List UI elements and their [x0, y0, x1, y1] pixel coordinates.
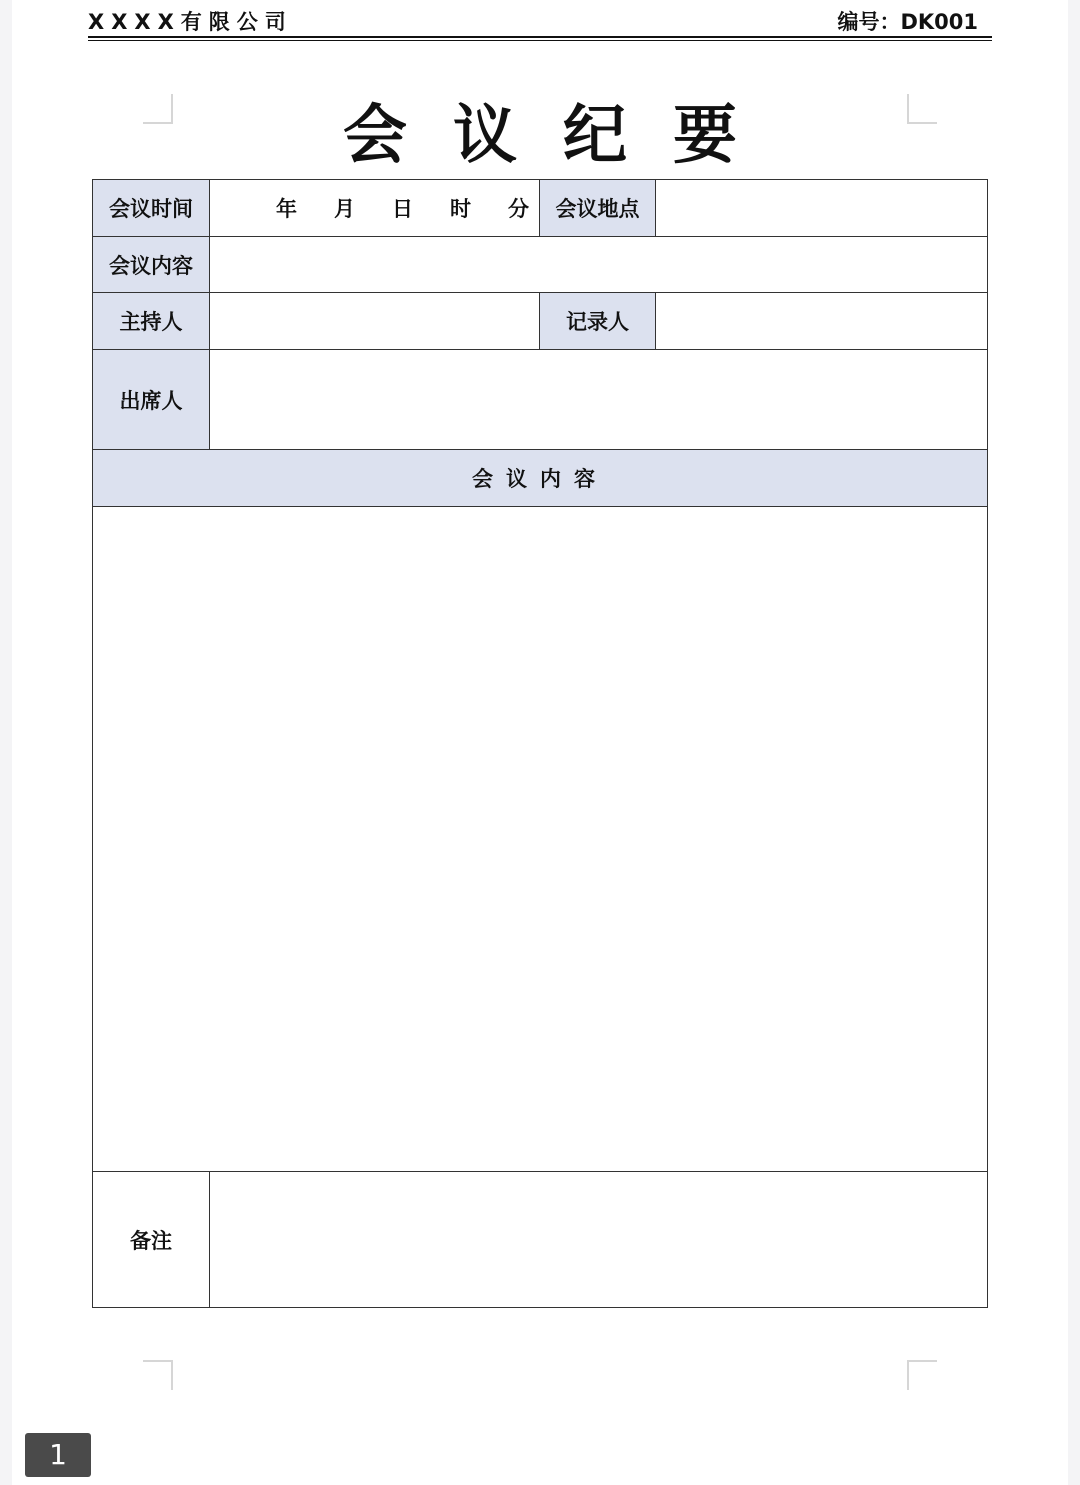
header-divider	[88, 36, 992, 41]
unit-year: 年	[276, 197, 297, 221]
date-units	[210, 193, 539, 223]
unit-day: 日	[392, 197, 413, 221]
remarks-label: 备注	[93, 1172, 210, 1308]
form-row-time-place	[93, 180, 988, 237]
meeting-time-field[interactable]	[210, 180, 540, 237]
unit-hour: 时	[450, 197, 471, 221]
document-title: 会议纪要	[343, 98, 783, 173]
form-row-topic	[93, 237, 988, 293]
form-row-content-body	[93, 507, 988, 1172]
document-code: 编号：DK001	[837, 10, 978, 34]
recorder-field[interactable]	[656, 293, 988, 350]
host-field[interactable]	[210, 293, 540, 350]
unit-minute: 分	[508, 197, 529, 221]
crop-mark-bottom-right	[907, 1360, 937, 1390]
meeting-topic-field[interactable]	[210, 237, 988, 293]
attendees-label: 出席人	[93, 350, 210, 450]
unit-month: 月	[334, 197, 355, 221]
recorder-label: 记录人	[540, 293, 656, 350]
crop-mark-bottom-left	[143, 1360, 173, 1390]
content-section-header: 会议内容	[93, 450, 988, 507]
attendees-field[interactable]	[210, 350, 988, 450]
form-row-content-header	[93, 450, 988, 507]
meeting-topic-label: 会议内容	[93, 237, 210, 293]
meeting-place-field[interactable]	[656, 180, 988, 237]
meeting-place-label: 会议地点	[540, 180, 656, 237]
form-row-host-recorder	[93, 293, 988, 350]
form-row-remarks	[93, 1172, 988, 1308]
meeting-minutes-form	[92, 179, 988, 1308]
remarks-field[interactable]	[210, 1172, 988, 1308]
host-label: 主持人	[93, 293, 210, 350]
meeting-content-field[interactable]	[93, 507, 988, 1172]
page-number-badge[interactable]: 1	[25, 1433, 91, 1477]
form-row-attendees	[93, 350, 988, 450]
meeting-time-label: 会议时间	[93, 180, 210, 237]
company-name: XXXX有限公司	[88, 10, 293, 34]
